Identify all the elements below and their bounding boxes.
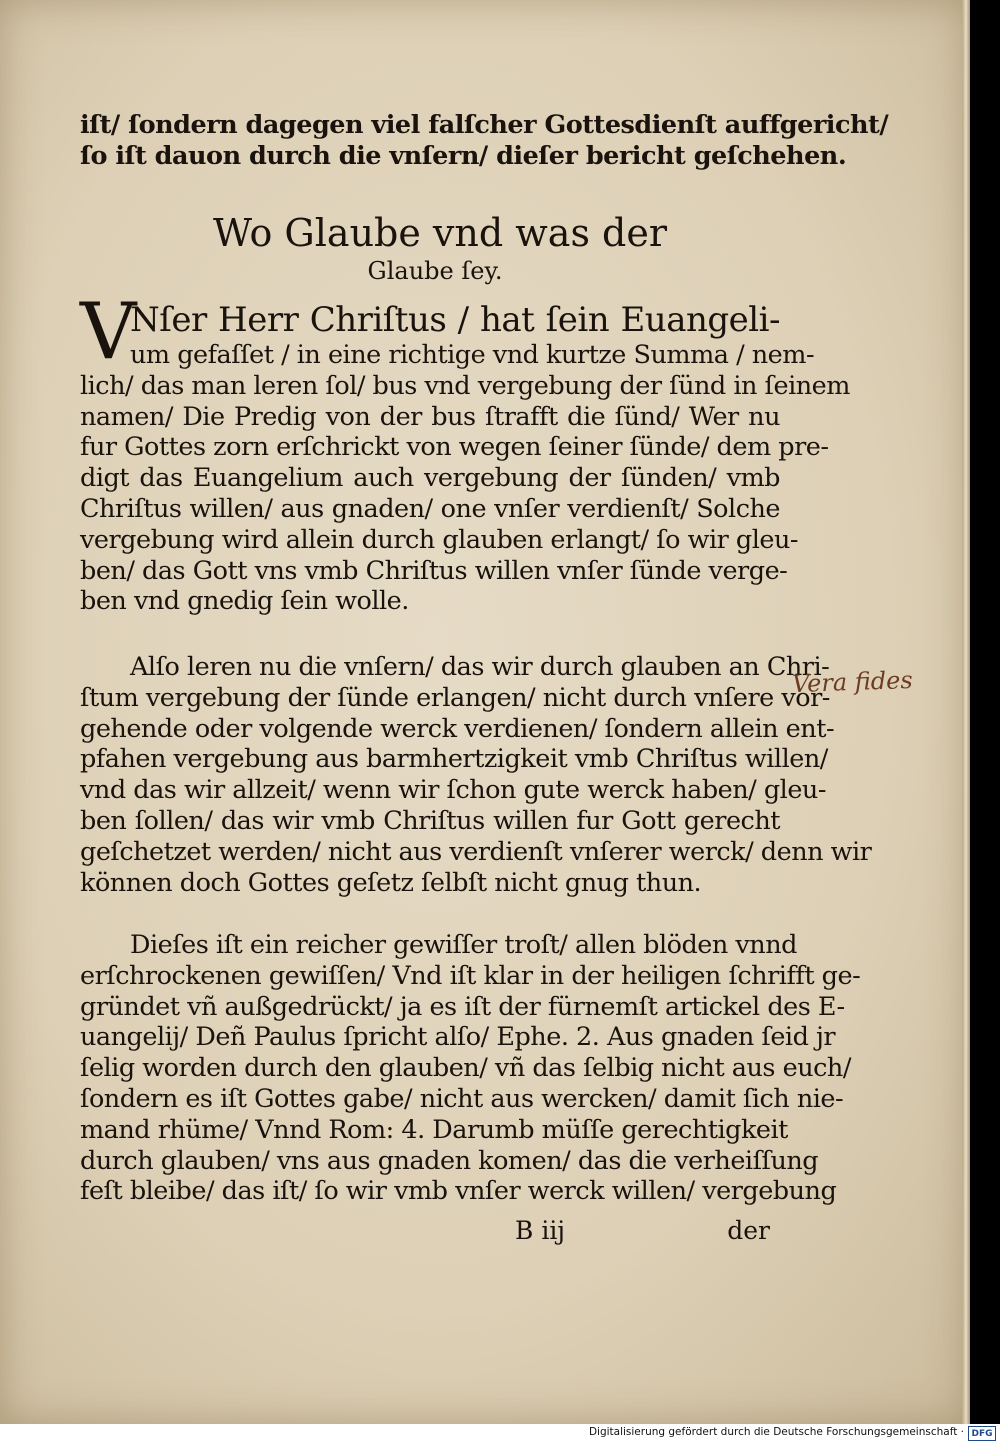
paragraph-line: Chriſtus willen/ aus gnaden/ one vnſer verdienſt/ Solche bbox=[80, 493, 780, 524]
paragraph-line: Nſer Herr Chriſtus / hat ſein Euangeli- bbox=[130, 300, 780, 340]
paragraph-3 bbox=[80, 930, 861, 1207]
heading-line-1: Wo Glaube vnd was der bbox=[212, 211, 668, 255]
funding-credit: Digitalisierung gefördert durch die Deutsche Forschungsgemeinschaft · bbox=[588, 1426, 964, 1438]
paragraph-line: feſt bleibe/ das iſt/ ſo wir vmb vnſer werck willen/ vergebung bbox=[80, 1176, 837, 1207]
paragraph-line: können doch Gottes geſetz ſelbſt nicht gnug thun. bbox=[80, 867, 702, 898]
paragraph-line: namen/ Die Predig von der bus ſtrafft die ſünd/ Wer nu bbox=[80, 401, 780, 432]
paragraph-line: ſelig worden durch den glauben/ vñ das ſelbig nicht aus euch/ bbox=[80, 1053, 851, 1084]
paragraph-line: ben ſollen/ das wir vmb Chriſtus willen fur Gott gerecht bbox=[80, 805, 780, 836]
paragraph-line: vergebung wird allein durch glauben erlangt/ ſo wir gleu- bbox=[80, 524, 798, 555]
page-edge bbox=[962, 0, 970, 1424]
paragraph-line: vnd das wir allzeit/ wenn wir ſchon gute werck haben/ gleu- bbox=[80, 775, 826, 806]
paragraph-line: ben vnd gnedig ſein wolle. bbox=[80, 586, 409, 617]
intro-text bbox=[80, 110, 889, 172]
heading-line-2: Glaube ſey. bbox=[367, 257, 503, 285]
paragraph-line: ſondern es iſt Gottes gabe/ nicht aus wercken/ damit ſich nie- bbox=[80, 1083, 844, 1114]
paragraph-line: pfahen vergebung aus barmhertzigkeit vmb Chriſtus willen/ bbox=[80, 744, 828, 775]
paragraph-line: Alſo leren nu die vnſern/ das wir durch glauben an Chri- bbox=[130, 652, 830, 682]
paragraph-line: Dieſes iſt ein reicher gewiſſer troſt/ allen blöden vnnd bbox=[130, 930, 797, 960]
paragraph-line: digt das Euangelium auch vergebung der ſünden/ vmb bbox=[80, 463, 780, 494]
paragraph-line: ſtum vergebung der ſünde erlangen/ nicht durch vnſere vor- bbox=[80, 682, 830, 713]
page-footer-line bbox=[80, 1216, 780, 1248]
intro-line: ſo iſt dauon durch die vnſern/ dieſer bericht geſchehen. bbox=[80, 140, 847, 171]
catchword: der bbox=[727, 1216, 770, 1245]
paragraph-line: uangelij/ Deñ Paulus ſpricht alſo/ Ephe. 2. Aus gnaden ſeid jr bbox=[80, 1022, 836, 1053]
marginal-note: Vera fides bbox=[791, 665, 914, 699]
paragraph-line: gründet vñ außgedrückt/ ja es iſt der fürnemſt artickel des E- bbox=[80, 991, 845, 1022]
section-heading bbox=[80, 210, 780, 286]
paragraph-1 bbox=[80, 300, 850, 617]
paragraph-line: gehende oder volgende werck verdienen/ ſondern allein ent- bbox=[80, 713, 835, 744]
paragraph-line: geſchetzet werden/ nicht aus verdienſt vnſerer werck/ denn wir bbox=[80, 836, 872, 867]
dfg-logo: DFG bbox=[968, 1426, 996, 1441]
paragraph-line: lich/ das man leren ſol/ bus vnd vergebung der ſünd in ſeinem bbox=[80, 370, 850, 401]
drop-cap: V bbox=[80, 287, 137, 377]
signature-mark: B iij bbox=[515, 1216, 566, 1245]
paragraph-line: mand rhüme/ Vnnd Rom: 4. Darumb müſſe gerechtigkeit bbox=[80, 1114, 788, 1145]
paragraph-line: durch glauben/ vns aus gnaden komen/ das die verheiſſung bbox=[80, 1145, 819, 1176]
paragraph-line: um gefaſſet / in eine richtige vnd kurtze Summa / nem- bbox=[130, 340, 815, 370]
intro-line: iſt/ ſondern dagegen viel falſcher Gottesdienſt auffgericht/ bbox=[80, 110, 889, 140]
paragraph-line: ben/ das Gott vns vmb Chriſtus willen vnſer ſünde verge- bbox=[80, 555, 788, 586]
paragraph-line: fur Gottes zorn erſchrickt von wegen ſeiner ſünde/ dem pre- bbox=[80, 432, 829, 463]
paragraph-line: erſchrockenen gewiſſen/ Vnd iſt klar in der heiligen ſchrifft ge- bbox=[80, 960, 861, 991]
